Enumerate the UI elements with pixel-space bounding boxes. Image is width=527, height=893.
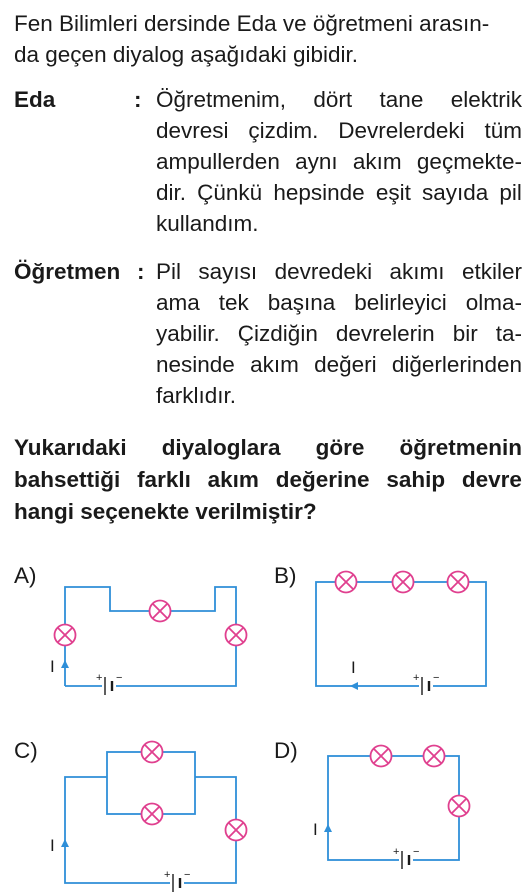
option-a-label[interactable]: A) [14, 563, 37, 588]
dialog-word: nesinde [156, 352, 235, 377]
current-label: I [50, 836, 55, 855]
circuit-c[interactable] [61, 742, 247, 893]
question-word: farklı [137, 467, 191, 492]
dialog-word: farklıdır. [156, 383, 237, 408]
minus-label: − [433, 672, 440, 684]
bulb-icon [142, 742, 163, 763]
option-c-label[interactable]: C) [14, 738, 38, 763]
bulb-icon [55, 625, 76, 646]
dialog-word: bir [452, 321, 478, 346]
dialog-word: devresi [156, 118, 229, 143]
bulb-icon [393, 572, 414, 593]
speaker-colon: : [134, 87, 142, 112]
plus-label: + [96, 672, 103, 684]
minus-label: − [116, 672, 123, 684]
dialog-word: devredeki [274, 259, 373, 284]
dialog-word: eşit [375, 180, 411, 205]
bulb-icon [371, 746, 392, 767]
dialog-word: akımı [389, 259, 445, 284]
bulb-icon [226, 625, 247, 646]
bulb-icon [448, 572, 469, 593]
current-arrow-icon [61, 660, 69, 668]
dialog-word: yabilir. [156, 321, 220, 346]
minus-label: − [413, 846, 420, 858]
question-word: göre [315, 435, 365, 460]
option-b-label[interactable]: B) [274, 563, 297, 588]
dialog-word: değeri [314, 352, 377, 377]
dialog-word: aynı [295, 149, 338, 174]
circuit-a[interactable] [55, 587, 247, 695]
plus-label: + [393, 846, 400, 858]
dialog-word: dört [313, 87, 353, 112]
question-word: sahip [386, 467, 446, 492]
current-arrow-icon [324, 824, 332, 832]
bulb-icon [424, 746, 445, 767]
speaker-teacher: Öğretmen [14, 259, 121, 284]
bulb-icon [142, 804, 163, 825]
dialog-word: Pil [156, 259, 182, 284]
bulb-icon [449, 796, 470, 817]
dialog-word: ta- [495, 321, 522, 346]
battery-gap [399, 853, 413, 867]
dialog-word: Çünkü [197, 180, 263, 205]
dialog-word: akım [352, 149, 402, 174]
battery-gap [102, 679, 116, 693]
current-arrow-icon [61, 839, 69, 847]
dialog-word: elektrik [450, 87, 522, 112]
battery-gap [170, 876, 184, 890]
wire [65, 777, 236, 883]
dialog-word: ama [156, 290, 200, 315]
dialog-word: başına [267, 290, 336, 315]
bulb-icon [336, 572, 357, 593]
intro-line-2: da geçen diyalog aşağıdaki gibidir. [14, 42, 358, 67]
dialog-word: akım [250, 352, 299, 377]
question-word: değerine [275, 467, 370, 492]
bulb-icon [226, 820, 247, 841]
dialog-word: devrelerin [335, 321, 435, 346]
dialog-word: Öğretmenim, [156, 87, 287, 112]
dialog-word: hepsinde [273, 180, 365, 205]
option-d-label[interactable]: D) [274, 738, 298, 763]
question-word: Yukarıdaki [14, 435, 127, 460]
intro-line-1: Fen Bilimleri dersinde Eda ve öğretmeni arasın- [14, 11, 490, 36]
current-label: I [50, 657, 55, 676]
dialog-word: etkiler [461, 259, 522, 284]
plus-label: + [164, 869, 171, 881]
current-label: I [313, 820, 318, 839]
dialog-word: ampullerden [156, 149, 280, 174]
dialog-word: tüm [484, 118, 522, 143]
dialog-word: kullandım. [156, 211, 259, 236]
dialog-word: Devrelerdeki [338, 118, 465, 143]
wire [328, 756, 459, 860]
dialog-word: sayısı [198, 259, 258, 284]
dialog-word: diğerlerinden [391, 352, 522, 377]
dialog-word: tek [218, 290, 249, 315]
dialog-word: tane [379, 87, 424, 112]
bulb-icon [150, 601, 171, 622]
question-line-3: hangi seçenekte verilmiştir? [14, 499, 317, 524]
current-arrow-icon [350, 682, 358, 690]
question-word: diyaloglara [161, 435, 281, 460]
speaker-eda: Eda [14, 87, 56, 112]
dialog-word: belirleyici [354, 290, 447, 315]
dialog-word: dir. [156, 180, 187, 205]
question-word: akım [207, 467, 259, 492]
question-word: bahsettiği [14, 467, 121, 492]
battery-gap [419, 679, 433, 693]
speaker-colon: : [137, 259, 145, 284]
circuit-b[interactable] [316, 572, 486, 696]
current-label: I [351, 658, 356, 677]
dialog-word: çizdim. [248, 118, 319, 143]
dialog-word: sayıda [421, 180, 489, 205]
question-word: öğretmenin [399, 435, 522, 460]
minus-label: − [184, 869, 191, 881]
plus-label: + [413, 672, 420, 684]
wire [316, 582, 486, 686]
dialog-word: Çizdiğin [237, 321, 318, 346]
wire [65, 587, 236, 686]
dialog-word: olma- [465, 290, 522, 315]
question-word: devre [461, 467, 522, 492]
dialog-word: geçmekte- [416, 149, 522, 174]
dialog-word: pil [499, 180, 522, 205]
